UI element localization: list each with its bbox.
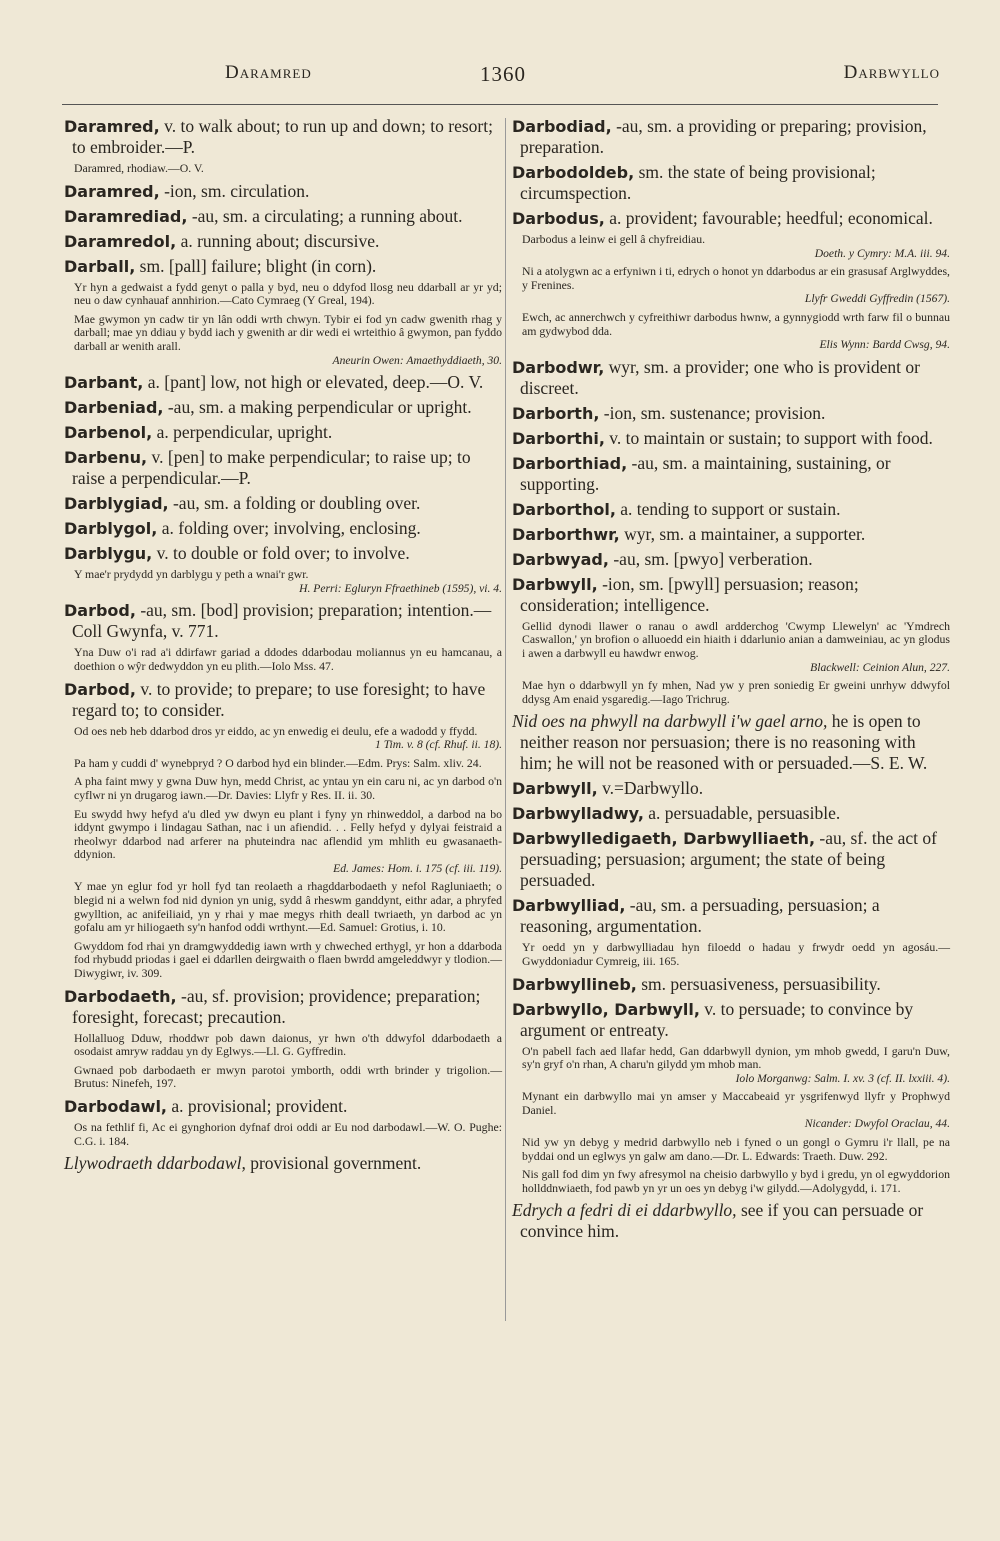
dictionary-entry <box>512 711 950 774</box>
quotation <box>512 1136 950 1163</box>
dictionary-entry <box>64 447 502 489</box>
definition: a. folding over; involving, enclosing. <box>157 518 421 539</box>
definition: provisional government. <box>245 1153 422 1174</box>
example-phrase: Edrych a fedri di ei ddarbwyllo, <box>512 1200 737 1221</box>
quotation-text: Nid yw yn debyg y medrid darbwyllo neb i fyned o un gongl o Gymru i'r llall, pe na byddai ond un eglwys yn galw am dano.—Dr. L. Edwards: Traeth. Duw. 292. <box>522 1135 950 1163</box>
quotation <box>64 646 502 673</box>
headword: Darball, <box>64 256 136 276</box>
quotation-text: Yna Duw o'i rad a'i ddirfawr gariad a ddodes ddarbodau moliannus yn eu hamcanau, a doethion o wŷr dedwyddon yn eu plith.—Iolo Mss. 47. <box>74 645 502 673</box>
quotation <box>64 940 502 981</box>
definition: -au, sf. provision; providence; preparation; foresight, forecast; precaution. <box>72 985 481 1027</box>
dictionary-entry <box>512 453 950 495</box>
quotation-text: O'n pabell fach aed llafar hedd, Gan ddarbwyll dynion, ym mhob gwedd, I garu'n Duw, sy'n gryf o'n rhan, A charu'n gilydd ym mhob man. <box>522 1043 950 1072</box>
headword: Darblygiad, <box>64 494 169 514</box>
headword: Darbwyll, <box>512 779 598 799</box>
dictionary-entry <box>512 116 950 158</box>
definition: v. [pen] to make perpendicular; to raise up; to raise a perpendicular.—P. <box>72 447 471 489</box>
headword: Daramrediad, <box>64 206 188 226</box>
quotation-text: Daramred, rhodiaw.—O. V. <box>74 161 204 175</box>
definition: v. to double or fold over; to involve. <box>152 543 410 564</box>
quotation-text: Hollalluog Dduw, rhoddwr pob dawn daionus, yr hwn o'th ddwyfol ddarbodaeth a osodaist amryw raddau yn dy Eglwys.—Ll. G. Gyffredin. <box>74 1030 502 1059</box>
dictionary-entry <box>64 206 502 227</box>
header-left-guideword: Daramred <box>225 62 312 83</box>
page-number: 1360 <box>480 62 526 86</box>
quotation <box>64 313 502 367</box>
quotation-text: Ni a atolygwn ac a erfyniwn i ti, edrych o honot yn ddarbodus ar ein grasusaf Arglwyddes, y Frenines. <box>522 264 950 292</box>
headword: Darbwyllineb, <box>512 974 637 994</box>
quotation-text: Yr oedd yn y darbwylliadau hyn filoedd o hadau y frwydr oedd yn agosáu.—Gwyddoniadur Cymreig, iii. 165. <box>522 940 950 968</box>
dictionary-entry <box>512 803 950 824</box>
dictionary-entry <box>512 999 950 1041</box>
dictionary-entry <box>512 895 950 937</box>
quotation <box>512 265 950 306</box>
quotation <box>64 568 502 595</box>
dictionary-entry <box>512 499 950 520</box>
quotation-source: Llyfr Gweddi Gyffredin (1567). <box>804 292 950 306</box>
headword: Darbeniad, <box>64 398 164 418</box>
dictionary-entry <box>64 543 502 564</box>
dictionary-entry <box>64 256 502 277</box>
dictionary-entry <box>64 493 502 514</box>
headword: Darbwylladwy, <box>512 804 644 824</box>
dictionary-entry <box>64 600 502 642</box>
dictionary-entry <box>64 372 502 393</box>
definition: -au, sm. [pwyo] verberation. <box>608 548 813 569</box>
quotation-source: Elis Wynn: Bardd Cwsg, 94. <box>819 338 950 352</box>
headword: Darbenol, <box>64 423 153 443</box>
dictionary-entry <box>64 986 502 1028</box>
definition: -ion, sm. [pwyll] persuasion; reason; consideration; intelligence. <box>520 573 859 615</box>
quotation <box>64 775 502 802</box>
quotation-source: Nicander: Dwyfol Oraclau, 44. <box>804 1117 950 1131</box>
definition: a. provisional; provident. <box>167 1096 348 1116</box>
quotation-text: Nis gall fod dim yn fwy afresymol na cheisio darbwyllo y byd i gredu, yn ol egwyddorion hollddnwiaeth, fod pawb yn yr un oes yn debyg i'w gilydd.—Adolygydd, i. 171. <box>522 1167 950 1195</box>
example-phrase: Nid oes na phwyll na darbwyll i'w gael arno, <box>512 711 828 732</box>
header-rule <box>62 104 938 105</box>
headword: Darbodus, <box>512 209 605 228</box>
quotation-source: H. Perri: Egluryn Ffraethineb (1595), vi. 4. <box>299 581 502 595</box>
quotation <box>512 1045 950 1086</box>
headword: Darbodiad, <box>512 117 612 136</box>
definition: -au, sm. a maintaining, sustaining, or supporting. <box>520 452 891 494</box>
definition: sm. the state of being provisional; circumspection. <box>520 162 876 203</box>
headword: Darblygol, <box>64 519 158 539</box>
headword: Darbwylledigaeth, Darbwylliaeth, <box>512 829 816 849</box>
headword: Darborth, <box>512 403 600 423</box>
definition: -au, sm. a making perpendicular or upright. <box>163 397 472 418</box>
definition: a. running about; discursive. <box>176 230 380 251</box>
quotation-text: Gwnaed pob darbodaeth er mwyn parotoi ymborth, oddi wrth brinder y trigolion.—Brutus: Ninefeh, 197. <box>74 1062 502 1091</box>
definition: sm. persuasiveness, persuasibility. <box>636 973 881 994</box>
dictionary-entry <box>64 1153 502 1174</box>
definition: see if you can persuade or convince him. <box>520 1200 924 1242</box>
example-phrase: Llywodraeth ddarbodawl, <box>64 1153 246 1174</box>
headword: Darbwyad, <box>512 549 609 569</box>
header-right-guideword: Darbwyllo <box>843 62 940 83</box>
dictionary-entry <box>512 974 950 995</box>
headword: Darbodaeth, <box>64 986 177 1006</box>
quotation-text: Y mae'r prydydd yn darblygu y peth a wnai'r gwr. <box>74 567 309 582</box>
quotation-text: Mynant ein darbwyllo mai yn amser y Maccabeaid yr ysgrifenwyd llyfr y Prophwyd Daniel. <box>522 1089 950 1117</box>
definition: -au, sm. a circulating; a running about. <box>187 205 463 226</box>
quotation <box>512 311 950 352</box>
quotation <box>512 620 950 674</box>
headword: Darbenu, <box>64 448 148 468</box>
quotation <box>64 1032 502 1059</box>
definition: -au, sm. a persuading, persuasion; a reasoning, argumentation. <box>520 895 880 937</box>
quotation-source: 1 Tim. v. 8 (cf. Rhuf. ii. 18). <box>375 738 502 752</box>
dictionary-entry <box>512 778 950 799</box>
dictionary-entry <box>512 357 950 399</box>
dictionary-entry <box>64 231 502 252</box>
dictionary-entry <box>64 1096 502 1117</box>
quotation-source: Aneurin Owen: Amaethyddiaeth, 30. <box>332 353 502 367</box>
headword: Darborthi, <box>512 428 605 448</box>
dictionary-entry <box>512 428 950 449</box>
column-divider <box>505 118 506 1321</box>
quotation <box>512 679 950 706</box>
definition: sm. [pall] failure; blight (in corn). <box>135 255 377 276</box>
dictionary-entry <box>64 181 502 202</box>
quotation-text: Ewch, ac annerchwch y cyfreithiwr darbodus hwnw, a gynnygiodd wrth farw fil o bunnau am gydwybod dda. <box>522 309 950 338</box>
definition: wyr, sm. a provider; one who is provident or discreet. <box>520 356 920 398</box>
headword: Darbodawl, <box>64 1097 168 1116</box>
dictionary-entry <box>512 208 950 229</box>
dictionary-entry <box>512 828 950 891</box>
dictionary-entry <box>64 422 502 443</box>
dictionary-entry <box>64 679 502 721</box>
quotation-text: Eu swydd hwy hefyd a'u dled yw dwyn eu plant i fyny yn rhinweddol, a darbod na bo iddynt gwympo i lindagau Sathan, nac i un afiendid. . . Felly hefyd y dylyai feistraid a rheolwyr ddarbod nad arferer na phuteindra nac aflendid ym mhlith eu gwasanaeth-ddynion. <box>74 806 502 862</box>
dictionary-entry <box>512 1200 950 1242</box>
definition: -au, sm. [bod] provision; preparation; intention.—Coll Gwynfa, v. 771. <box>72 600 492 642</box>
headword: Daramred, <box>64 181 160 201</box>
definition: a. provident; favourable; heedful; economical. <box>604 208 933 228</box>
quotation <box>512 941 950 968</box>
quotation <box>64 808 502 876</box>
definition: a. persuadable, persuasible. <box>643 803 841 824</box>
headword: Darbwyll, <box>512 574 598 594</box>
quotation-text: Pa ham y cuddi d' wynebpryd ? O darbod hyd ein blinder.—Edm. Prys: Salm. xliv. 24. <box>74 755 482 770</box>
headword: Darblygu, <box>64 544 153 564</box>
dictionary-entry <box>512 524 950 545</box>
dictionary-entry <box>512 574 950 616</box>
quotation <box>64 1121 502 1148</box>
headword: Daramredol, <box>64 231 177 251</box>
definition: wyr, sm. a maintainer, a supporter. <box>619 523 866 544</box>
quotation <box>512 233 950 260</box>
dictionary-entry <box>512 162 950 204</box>
quotation-source: Ed. James: Hom. i. 175 (cf. iii. 119). <box>333 861 502 875</box>
headword: Darbwylliad, <box>512 896 626 916</box>
headword: Darbod, <box>64 679 136 699</box>
definition: -au, sm. a providing or preparing; provision, preparation. <box>520 116 927 157</box>
headword: Darborthiad, <box>512 453 628 473</box>
quotation <box>64 1064 502 1091</box>
definition: a. tending to support or sustain. <box>615 498 841 519</box>
quotation-text: Os na fethlif fi, Ac ei gynghorion dyfnaf droi oddi ar Eu nod darbodawl.—W. O. Pughe: C.G. i. 184. <box>74 1120 502 1148</box>
quotation <box>64 880 502 934</box>
quotation <box>64 725 502 752</box>
definition: v.=Darbwyllo. <box>597 778 704 799</box>
headword: Darbod, <box>64 601 136 621</box>
headword: Darbant, <box>64 373 144 393</box>
quotation-text: A pha faint mwy y gwna Duw hyn, medd Christ, ac yntau yn ein caru ni, ac yn darbod o'n cyflwr ni yn drugarog iawn.—Dr. Davies: Llyfr y Res. II. ii. 30. <box>74 774 502 802</box>
quotation <box>64 281 502 308</box>
headword: Darbodoldeb, <box>512 163 635 182</box>
quotation <box>64 162 502 176</box>
definition: -au, sf. the act of persuading; persuasion; argument; the state of being persuaded. <box>520 828 937 891</box>
quotation <box>64 757 502 771</box>
definition: -au, sm. a folding or doubling over. <box>168 493 421 514</box>
quotation-text: Gellid dynodi llawer o ranau o awdl ardderchog 'Cwymp Llewelyn' ac 'Ymdrech Caswallon,' yn brofion o alluoedd ein hiaith i ddarlunio anian a damweiniau, ac yn glodus i awen a darbwyll eu hawdwr enwog. <box>522 618 950 660</box>
quotation-text: Darbodus a leinw ei gell â chyfreidiau. <box>522 232 706 246</box>
dictionary-entry <box>64 116 502 158</box>
right-column <box>512 116 950 1246</box>
quotation <box>512 1090 950 1131</box>
quotation-text: Mae hyn o ddarbwyll yn fy mhen, Nad yw y pren soniedig Er gweini unrhyw ddwyfol ddysg Am enaid ysgaredig.—Iago Trichrug. <box>522 678 950 706</box>
definition: v. to maintain or sustain; to support with food. <box>604 427 933 448</box>
dictionary-entry <box>64 397 502 418</box>
definition: he is open to neither reason nor persuasion; there is no reasoning with him; he will not be reasoned with or persuaded.—S. E. W. <box>520 711 928 774</box>
definition: -ion, sm. circulation. <box>159 180 310 201</box>
definition: a. perpendicular, upright. <box>152 422 333 443</box>
headword: Daramred, <box>64 117 160 136</box>
quotation <box>512 1168 950 1195</box>
quotation-text: Y mae yn eglur fod yr holl fyd tan reolaeth a rhagddarbodaeth y nefol Ragluniaeth; o blegid ni a welwn fod nid dynion yn unig, sydd â rheswm ganddynt, eithr adar, a phryfed gwylltion, ac anifeiliaid, yn y rhai y mae megys rhith deall twriaeth, yn darbod ac yn gofalu am yr hiliogaeth sy'n hanfod oddi wrthynt.—Ed. Samuel: Grotius, i. 10. <box>74 879 502 935</box>
quotation-text: Od oes neb heb ddarbod dros yr eiddo, ac yn enwedig ei deulu, efe a wadodd y ffydd. <box>74 723 478 738</box>
headword: Darbwyllo, Darbwyll, <box>512 999 700 1019</box>
definition: v. to persuade; to convince by argument or entreaty. <box>520 998 914 1040</box>
quotation-text: Yr hyn a gedwaist a fydd genyt o palla y byd, neu o ddyfod llosg neu ddarball ar yr yd; neu o daw cynhauaf annhirion.—Cato Cymraeg (Y Greal, 194). <box>74 279 502 308</box>
quotation-text: Mae gwymon yn cadw tir yn lân oddi wrth chwyn. Tybir ei fod yn cadw gwenith rhag y darball; mae yn ddiau y bydd iach y gwenith ar dir wedi ei wrteithio â gwymon, pan fyddo darball ar wenith arall. <box>74 311 502 353</box>
left-column <box>64 116 502 1178</box>
definition: v. to walk about; to run up and down; to resort; to embroider.—P. <box>72 116 493 157</box>
headword: Darborthol, <box>512 499 616 519</box>
headword: Darbodwr, <box>512 357 605 377</box>
definition: -ion, sm. sustenance; provision. <box>599 402 826 423</box>
running-header <box>60 62 940 86</box>
dictionary-entry <box>512 403 950 424</box>
dictionary-entry <box>64 518 502 539</box>
quotation-source: Blackwell: Ceinion Alun, 227. <box>810 660 950 674</box>
headword: Darborthwr, <box>512 524 620 544</box>
quotation-source: Iolo Morganwg: Salm. I. xv. 3 (cf. II. lxxiii. 4). <box>735 1071 950 1085</box>
dictionary-entry <box>512 549 950 570</box>
definition: v. to provide; to prepare; to use foresight; to have regard to; to consider. <box>72 678 486 720</box>
definition: a. [pant] low, not high or elevated, deep.—O. V. <box>143 372 484 393</box>
quotation-text: Gwyddom fod rhai yn dramgwyddedig iawn wrth y chweched erthygl, yr hon a ddarboda fod rhybudd priodas i gael ei ddarllen deirgwaith o flaen bwrdd amgeleddwyr y tlodion.—Diwygiwr, iv. 309. <box>74 938 502 981</box>
quotation-source: Doeth. y Cymry: M.A. iii. 94. <box>814 246 950 260</box>
